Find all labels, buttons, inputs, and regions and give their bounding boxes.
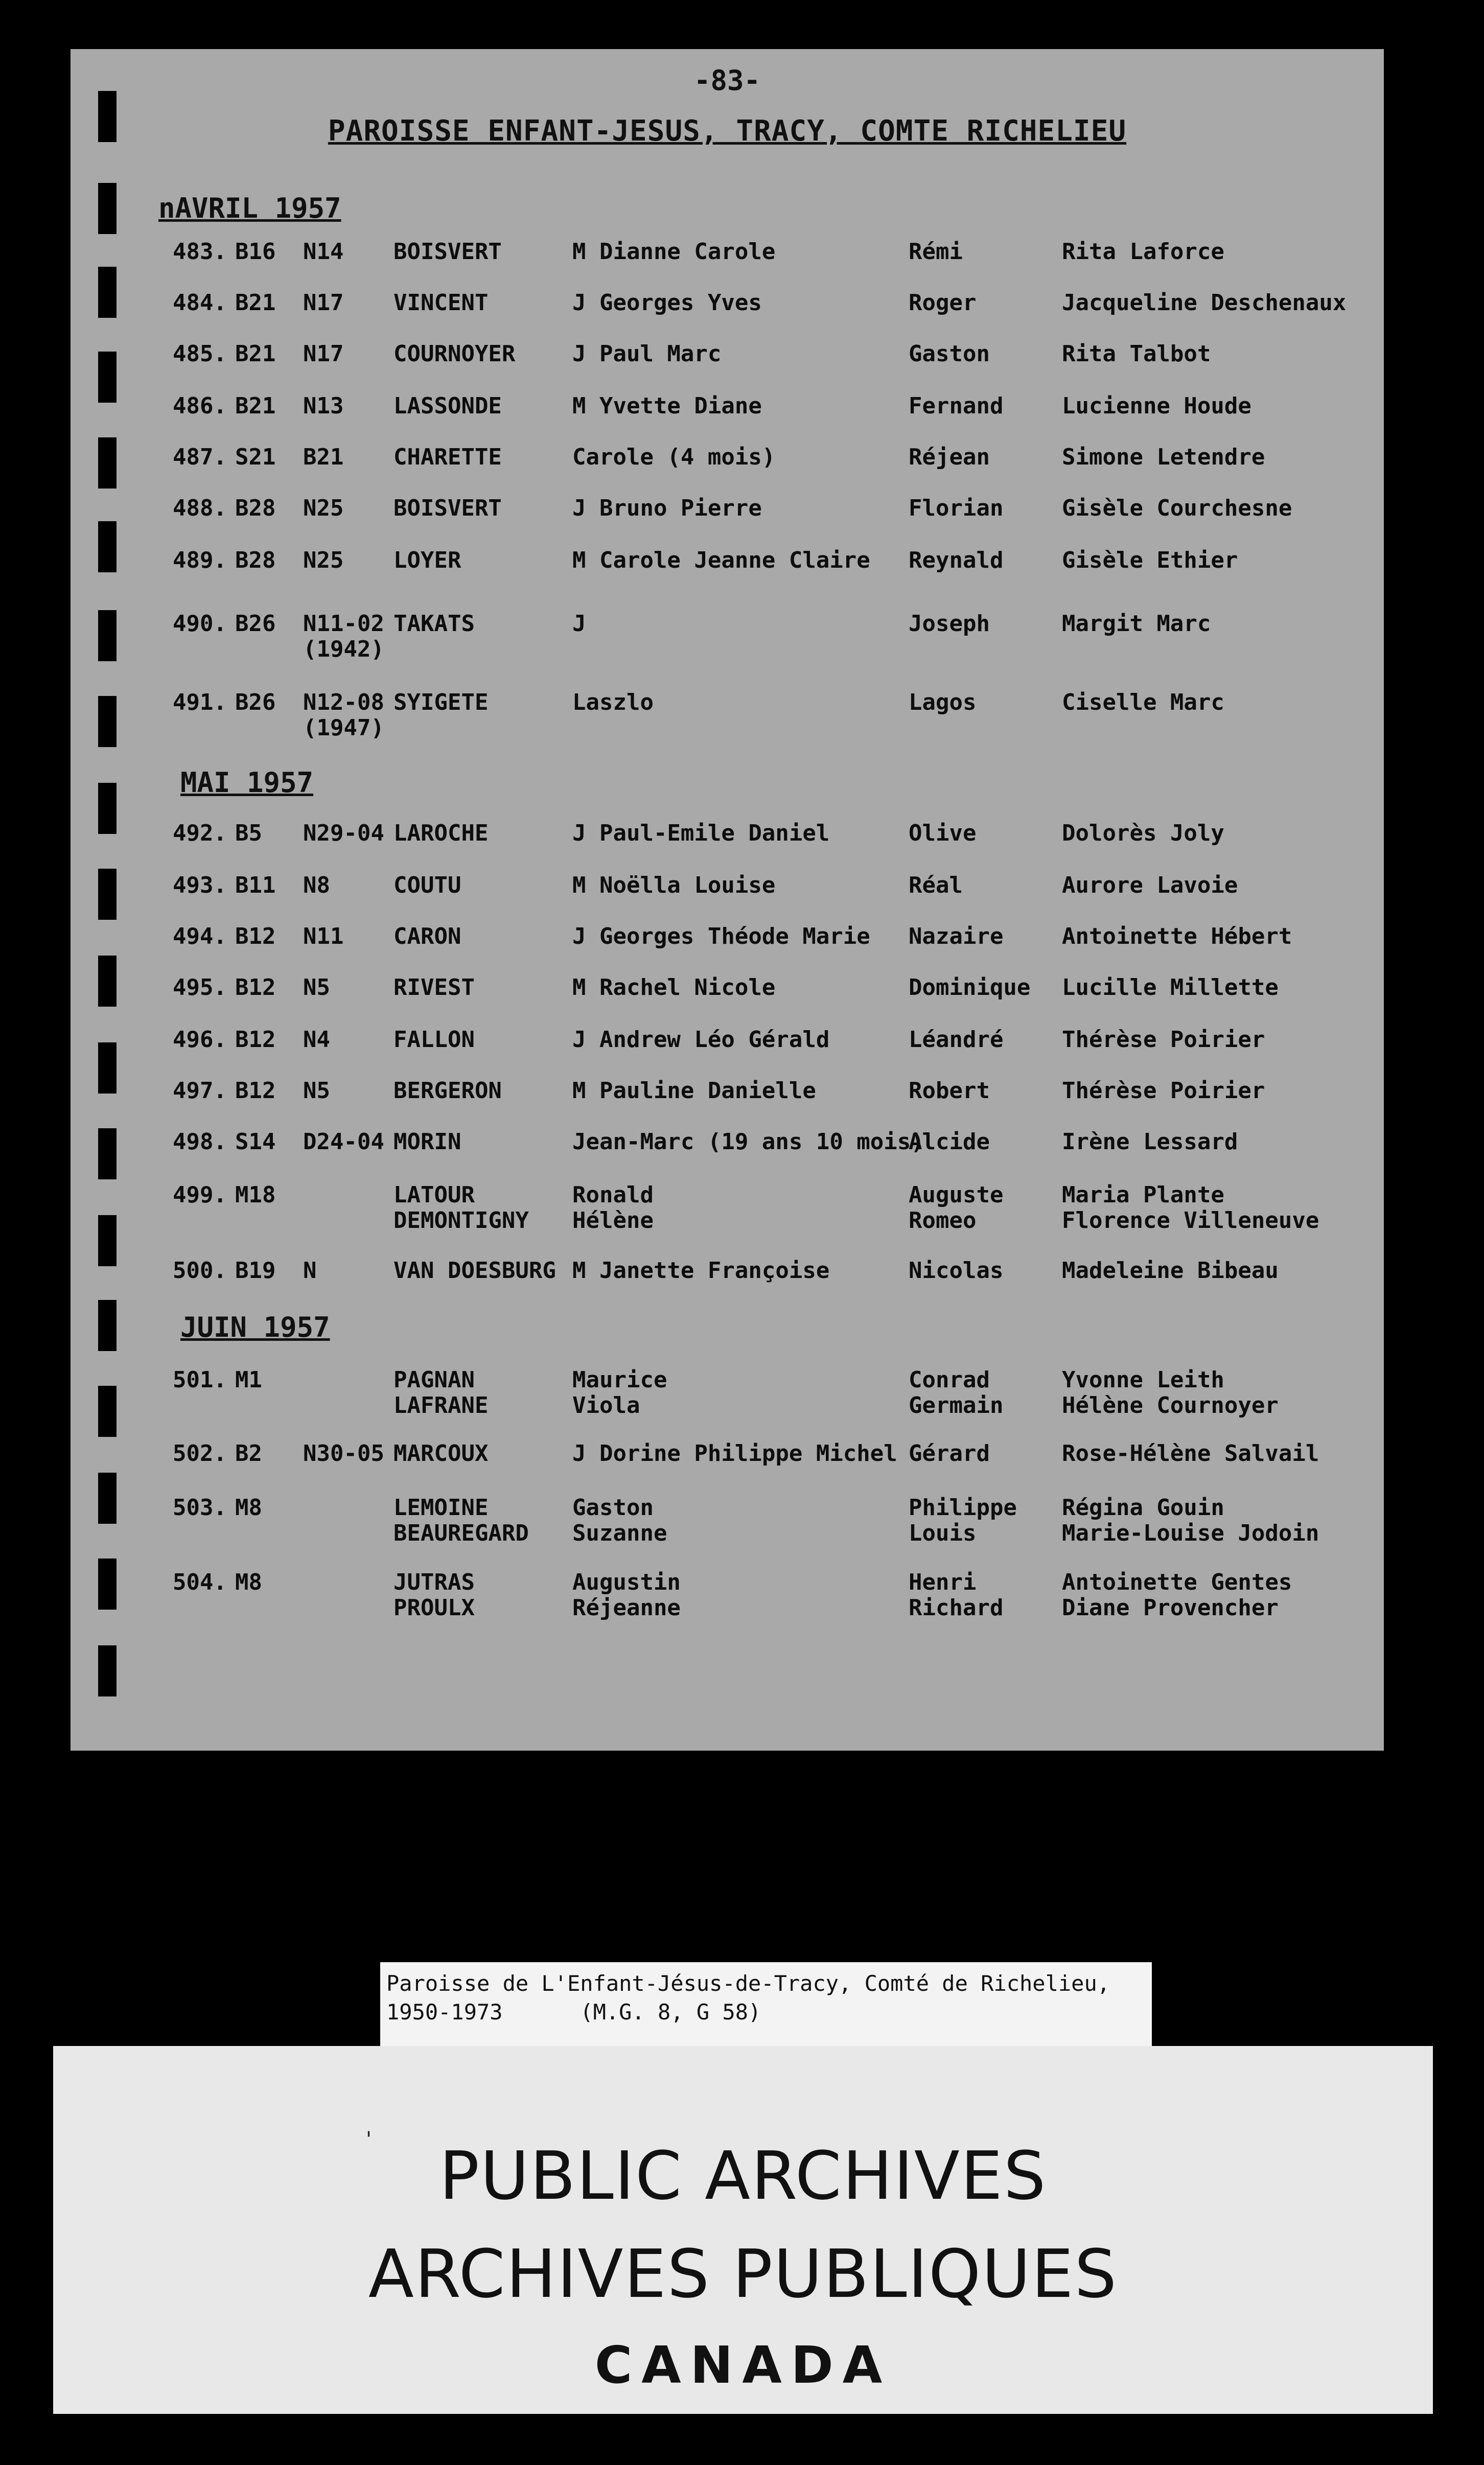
mother-name: Jacqueline Deschenaux [1062,290,1347,316]
birth-date: N13 [303,393,344,419]
surname: LOYER [393,547,461,573]
act-code: B12 [235,1027,276,1053]
given-names: J Georges Yves [572,290,762,316]
entry-number: 502. [173,1440,227,1467]
father-name: Henri Richard [909,1569,1004,1621]
film-perforation [98,1645,117,1696]
mother-name: Aurore Lavoie [1062,872,1238,898]
father-name: Gaston [909,341,990,367]
section-heading: JUIN 1957 [180,1311,330,1343]
entry-number: 492. [173,820,227,846]
father-name: Robert [909,1078,990,1104]
given-names: Carole (4 mois) [572,444,776,470]
given-names: Ronald Hélène [572,1182,654,1234]
birth-date: N29-04 [303,820,384,846]
father-name: Gérard [909,1440,990,1467]
label-line-2: 1950-1973 (M.G. 8, G 58) [386,1999,761,2025]
entry-number: 497. [173,1078,227,1104]
act-code: B16 [235,239,276,265]
act-code: B21 [235,290,276,316]
entry-number: 484. [173,290,227,316]
label-line-1: Paroisse de L'Enfant-Jésus-de-Tracy, Comté de Richelieu, [386,1971,1110,1996]
act-code: B21 [235,341,276,367]
given-names: J Paul Marc [572,341,722,367]
surname: COUTU [393,872,461,898]
birth-date: N12-08 (1947) [303,689,384,741]
entry-number: 490. [173,611,227,637]
archives-line-english: PUBLIC ARCHIVES [439,2137,1047,2215]
father-name: Conrad Germain [909,1367,1004,1418]
register-row [71,1367,1384,1444]
surname: PAGNAN LAFRANE [393,1367,489,1418]
act-code: M8 [235,1495,262,1521]
birth-date: N25 [303,547,344,573]
register-row [71,690,1384,766]
birth-date: N17 [303,341,344,367]
birth-date: N4 [303,1027,330,1053]
birth-date: N5 [303,974,330,1001]
birth-date: N11-02 (1942) [303,611,384,662]
mother-name: Ciselle Marc [1062,689,1224,715]
entry-number: 498. [173,1129,227,1155]
entry-number: 491. [173,689,227,715]
surname: SYIGETE [393,689,489,715]
act-code: B12 [235,974,276,1001]
father-name: Rémi [909,239,963,265]
surname: LASSONDE [393,393,502,419]
act-code: B2 [235,1440,262,1467]
given-names: J [572,611,586,637]
birth-date: N17 [303,290,344,316]
register-row [71,1182,1384,1259]
mother-name: Régina Gouin Marie-Louise Jodoin [1062,1495,1319,1546]
register-row [71,1495,1384,1572]
given-names: J Andrew Léo Gérald [572,1027,830,1053]
page-number: -83- [693,64,761,97]
father-name: Réal [909,872,963,898]
surname: BERGERON [393,1078,502,1104]
act-code: B11 [235,872,276,898]
mother-name: Yvonne Leith Hélène Cournoyer [1062,1367,1279,1418]
mother-name: Thérèse Poirier [1062,1027,1265,1053]
given-names: Laszlo [572,689,654,715]
surname: CHARETTE [393,444,502,470]
act-code: S14 [235,1129,276,1155]
father-name: Nicolas [909,1258,1004,1284]
archives-line-country: CANADA [594,2335,892,2395]
surname: TAKATS [393,611,475,637]
mother-name: Thérèse Poirier [1062,1078,1265,1104]
birth-date: D24-04 [303,1129,384,1155]
surname: LAROCHE [393,820,489,846]
act-code: B19 [235,1258,276,1284]
given-names: M Janette Françoise [572,1258,830,1284]
father-name: Philippe Louis [909,1495,1017,1546]
film-perforation [98,183,117,234]
birth-date: N [303,1258,317,1284]
surname: MORIN [393,1129,461,1155]
surname: BOISVERT [393,239,502,265]
act-code: B12 [235,923,276,949]
entry-number: 504. [173,1569,227,1595]
given-names: J Dorine Philippe Michel [572,1440,897,1467]
father-name: Reynald [909,547,1004,573]
tick-mark: ' [366,2128,372,2151]
surname: JUTRAS PROULX [393,1569,475,1621]
father-name: Lagos [909,689,977,715]
given-names: M Noëlla Louise [572,872,776,898]
act-code: B26 [235,689,276,715]
surname: LATOUR DEMONTIGNY [393,1182,529,1234]
page-title: PAROISSE ENFANT-JESUS, TRACY, COMTE RICHELIEU [328,114,1127,148]
father-name: Dominique [909,974,1031,1001]
entry-number: 495. [173,974,227,1001]
birth-date: N30-05 [303,1440,384,1467]
entry-number: 486. [173,393,227,419]
surname: VINCENT [393,290,489,316]
given-names: Jean-Marc (19 ans 10 mois) [572,1129,924,1155]
father-name: Nazaire [909,923,1004,949]
mother-name: Rose-Hélène Salvail [1062,1440,1319,1467]
section-heading: MAI 1957 [180,766,314,799]
father-name: Alcide [909,1129,990,1155]
entry-number: 501. [173,1367,227,1393]
entry-number: 500. [173,1258,227,1284]
given-names: J Georges Théode Marie [572,923,870,949]
entry-number: 483. [173,239,227,265]
birth-date: N14 [303,239,344,265]
given-names: M Dianne Carole [572,239,776,265]
given-names: J Paul-Emile Daniel [572,820,830,846]
surname: CARON [393,923,461,949]
mother-name: Rita Talbot [1062,341,1211,367]
entry-number: 503. [173,1495,227,1521]
mother-name: Rita Laforce [1062,239,1224,265]
birth-date: N5 [303,1078,330,1104]
surname: LEMOINE BEAUREGARD [393,1495,529,1546]
father-name: Roger [909,290,977,316]
mother-name: Simone Letendre [1062,444,1265,470]
birth-date: N8 [303,872,330,898]
mother-name: Irène Lessard [1062,1129,1238,1155]
given-names: M Yvette Diane [572,393,762,419]
mother-name: Gisèle Ethier [1062,547,1238,573]
act-code: M18 [235,1182,276,1208]
birth-date: N25 [303,495,344,521]
register-row [71,611,1384,688]
surname: MARCOUX [393,1440,489,1467]
archives-line-french: ARCHIVES PUBLIQUES [368,2235,1118,2313]
act-code: B5 [235,820,262,846]
entry-number: 493. [173,872,227,898]
register-row [71,1570,1384,1646]
microfilm-page [71,49,1384,1751]
father-name: Auguste Romeo [909,1182,1004,1234]
archive-reference-label [380,1962,1152,2051]
given-names: Gaston Suzanne [572,1495,667,1546]
surname: VAN DOESBURG [393,1258,556,1284]
given-names: J Bruno Pierre [572,495,762,521]
mother-name: Maria Plante Florence Villeneuve [1062,1182,1319,1234]
section-heading: nAVRIL 1957 [158,192,341,224]
act-code: B28 [235,495,276,521]
act-code: M1 [235,1367,262,1393]
act-code: M8 [235,1569,262,1595]
given-names: Augustin Réjeanne [572,1569,681,1621]
given-names: M Pauline Danielle [572,1078,816,1104]
given-names: M Carole Jeanne Claire [572,547,870,573]
mother-name: Lucille Millette [1062,974,1279,1001]
act-code: S21 [235,444,276,470]
surname: COURNOYER [393,341,516,367]
entry-number: 494. [173,923,227,949]
mother-name: Antoinette Gentes Diane Provencher [1062,1569,1292,1621]
act-code: B26 [235,611,276,637]
given-names: M Rachel Nicole [572,974,776,1001]
surname: BOISVERT [393,495,502,521]
mother-name: Margit Marc [1062,611,1211,637]
mother-name: Madeleine Bibeau [1062,1258,1279,1284]
archives-card [53,2046,1433,2414]
birth-date: N11 [303,923,344,949]
mother-name: Gisèle Courchesne [1062,495,1292,521]
act-code: B28 [235,547,276,573]
father-name: Léandré [909,1027,1004,1053]
entry-number: 485. [173,341,227,367]
entry-number: 487. [173,444,227,470]
mother-name: Dolorès Joly [1062,820,1224,846]
act-code: B12 [235,1078,276,1104]
mother-name: Antoinette Hébert [1062,923,1292,949]
surname: FALLON [393,1027,475,1053]
birth-date: B21 [303,444,344,470]
entry-number: 489. [173,547,227,573]
father-name: Florian [909,495,1004,521]
act-code: B21 [235,393,276,419]
surname: RIVEST [393,974,475,1001]
mother-name: Lucienne Houde [1062,393,1251,419]
given-names: Maurice Viola [572,1367,667,1418]
father-name: Fernand [909,393,1004,419]
entry-number: 488. [173,495,227,521]
entry-number: 496. [173,1027,227,1053]
entry-number: 499. [173,1182,227,1208]
father-name: Réjean [909,444,990,470]
father-name: Olive [909,820,977,846]
father-name: Joseph [909,611,990,637]
